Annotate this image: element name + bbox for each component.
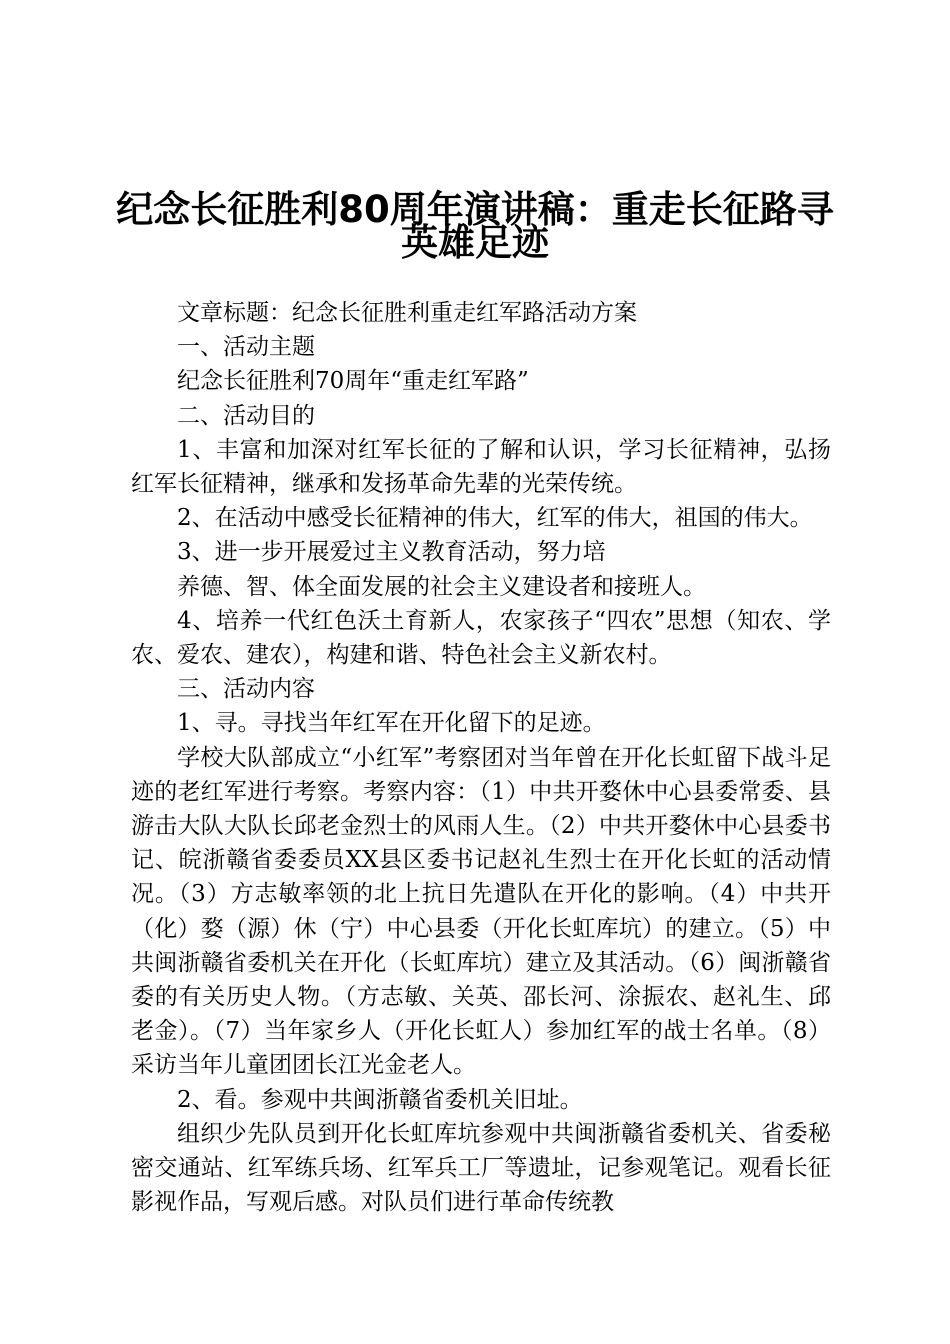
paragraph-content-1-heading: 1、寻。寻找当年红军在开化留下的足迹。 (177, 710, 606, 737)
document-body (131, 296, 831, 1219)
paragraph-activity-theme: 纪念长征胜利70周年“重走红军路” (177, 368, 529, 395)
paragraph-section-2-heading: 二、活动目的 (177, 402, 315, 429)
paragraph-content-2-heading: 2、看。参观中共闽浙赣省委机关旧址。 (177, 1086, 583, 1113)
document-title-line-1: 纪念长征胜利80周年演讲稿：重走长征路寻 (116, 188, 834, 231)
paragraph-content-1-body: 学校大队部成立“小红军”考察团对当年曾在开化长虹留下战斗足迹的老红军进行考察。考察内容：（1）中共开婺休中心县委常委、县游击大队大队长邱老金烈士的风雨人生。（2）中共开婺休中心县委书记、皖浙赣省委委员XX县区委书记赵礼生烈士在开化长虹的活动情况。（3）方志敏率领的北上抗日先遣队在开化的影响。（4）中共开（化）婺（源）休（宁）中心县委（开化长虹库坑）的建立。（5）中共闽浙赣省委机关在开化（长虹库坑）建立及其活动。（6）闽浙赣省委的有关历史人物。（方志敏、关英、邵长河、涂振农、赵礼生、邱老金）。（7）当年家乡人（开化长虹人）参加红军的战士名单。（8）采访当年儿童团团长江光金老人。 (131, 744, 831, 1079)
paragraph-purpose-3b: 养德、智、体全面发展的社会主义建设者和接班人。 (177, 573, 706, 600)
paragraph-section-3-heading: 三、活动内容 (177, 676, 315, 703)
paragraph-purpose-1: 1、丰富和加深对红军长征的了解和认识，学习长征精神，弘扬红军长征精神，继承和发扬革命先辈的光荣传统。 (131, 436, 831, 498)
paragraph-purpose-4: 4、培养一代红色沃土育新人，农家孩子“四农”思想（知农、学农、爱农、建农），构建和谐、特色社会主义新农村。 (131, 607, 831, 669)
paragraph-content-2-body: 组织少先队员到开化长虹库坑参观中共闽浙赣省委机关、省委秘密交通站、红军练兵场、红军兵工厂等遗址，记参观笔记。观看长征影视作品，写观后感。对队员们进行革命传统教 (131, 1120, 831, 1216)
paragraph-purpose-3a: 3、进一步开展爱过主义教育活动，努力培 (177, 539, 606, 566)
paragraph-article-title: 文章标题：纪念长征胜利重走红军路活动方案 (177, 300, 637, 326)
paragraph-purpose-2: 2、在活动中感受长征精神的伟大，红军的伟大，祖国的伟大。 (177, 505, 813, 532)
document-title-line-2: 英雄足迹 (401, 221, 549, 264)
paragraph-section-1-heading: 一、活动主题 (177, 334, 315, 361)
